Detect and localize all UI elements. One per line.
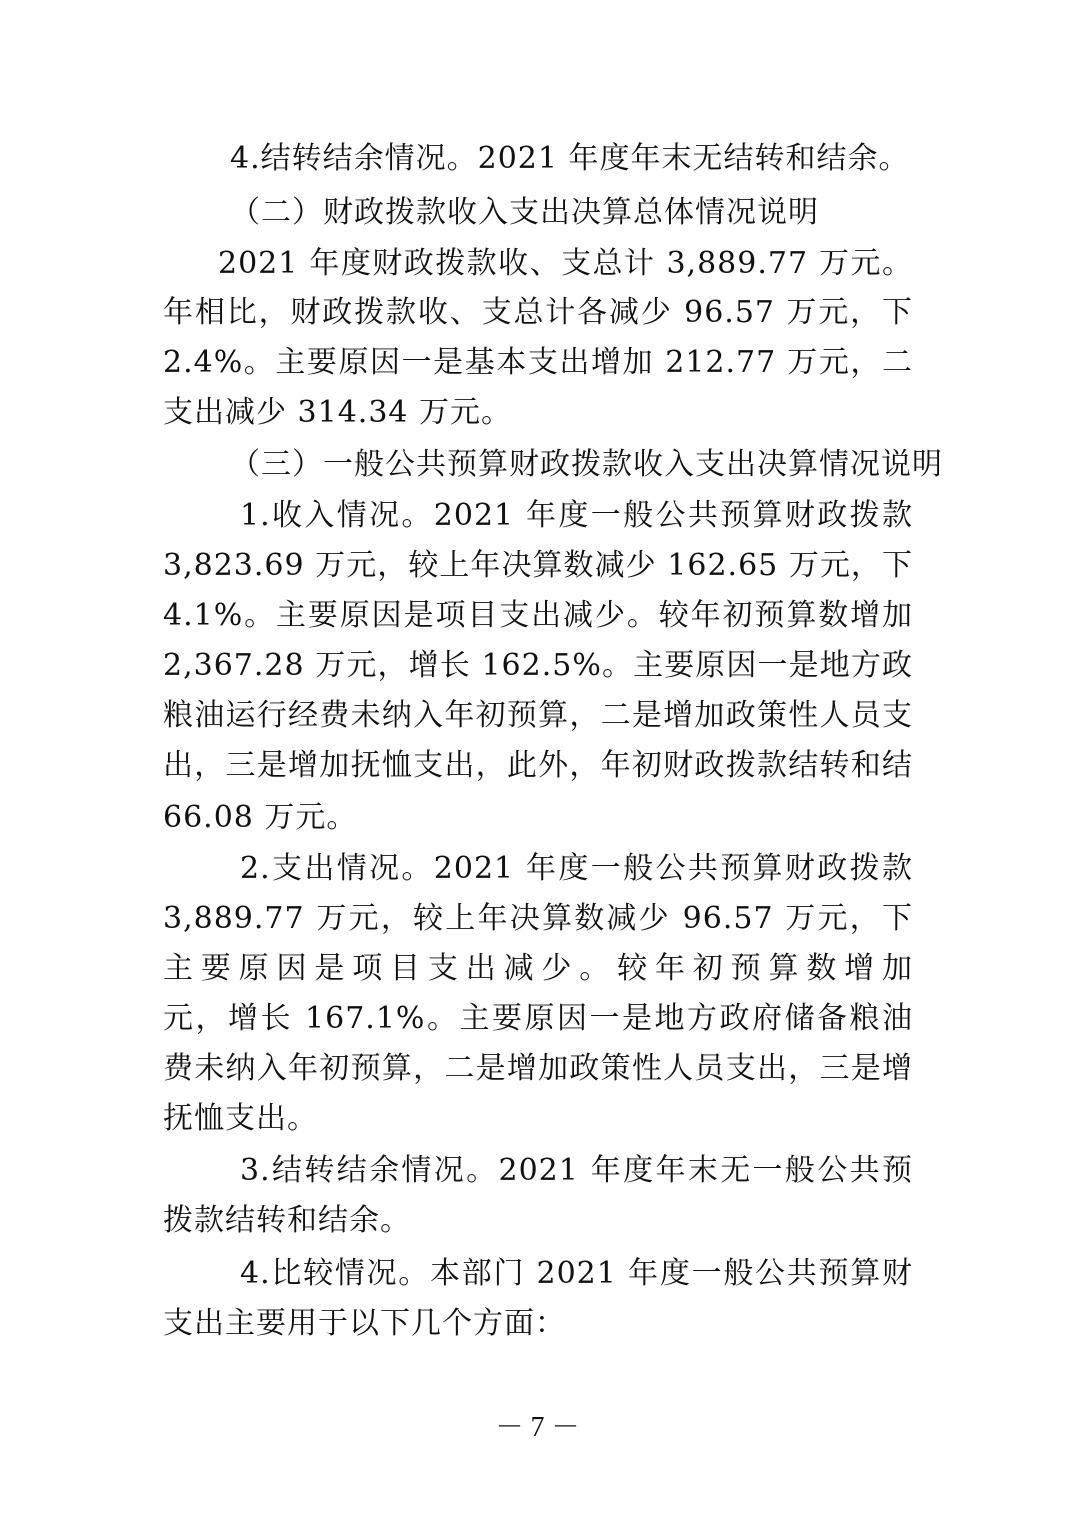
paragraph-line: 3.结转结余情况。2021 年度年末无一般公共预	[240, 1153, 913, 1188]
paragraph-line: 2021 年度财政拨款收、支总计 3,889.77 万元。	[218, 246, 913, 281]
paragraph-line: 拨款结转和结余。	[163, 1203, 411, 1238]
paragraph-line: 3,889.77 万元，较上年决算数减少 96.57 万元，下	[163, 901, 913, 936]
paragraph-line: 出，三是增加抚恤支出，此外，年初财政拨款结转和结	[163, 748, 913, 783]
paragraph-line: 66.08 万元。	[163, 800, 358, 835]
paragraph-line: 支出减少 314.34 万元。	[163, 395, 513, 430]
paragraph-line: 4.结转结余情况。2021 年度年末无结转和结余。	[230, 141, 910, 176]
paragraph-line: 年相比，财政拨款收、支总计各减少 96.57 万元，下	[163, 295, 913, 330]
paragraph-line: 元，增长 167.1%。主要原因一是地方政府储备粮油	[163, 1001, 913, 1036]
paragraph-line: 2.支出情况。2021 年度一般公共预算财政拨款	[240, 851, 913, 886]
section-heading: （二）财政拨款收入支出决算总体情况说明	[230, 195, 819, 230]
paragraph-line: 3,823.69 万元，较上年决算数减少 162.65 万元，下	[163, 548, 913, 583]
paragraph-line: 4.1%。主要原因是项目支出减少。较年初预算数增加	[163, 598, 913, 633]
paragraph-line: 1.收入情况。2021 年度一般公共预算财政拨款	[240, 498, 913, 533]
paragraph-line: 2,367.28 万元，增长 162.5%。主要原因一是地方政	[163, 648, 913, 683]
paragraph-line: 2.4%。主要原因一是基本支出增加 212.77 万元，二	[163, 345, 913, 380]
section-heading: （三）一般公共预算财政拨款收入支出决算情况说明	[230, 447, 943, 482]
page-number: － 7 －	[495, 1412, 580, 1443]
paragraph-line: 支出主要用于以下几个方面：	[163, 1306, 566, 1341]
paragraph-line: 抚恤支出。	[163, 1101, 318, 1136]
paragraph-line: 粮油运行经费未纳入年初预算，二是增加政策性人员支	[163, 698, 913, 733]
paragraph-line: 费未纳入年初预算，二是增加政策性人员支出，三是增	[163, 1051, 913, 1086]
paragraph-line: 主要原因是项目支出减少。较年初预算数增加	[163, 951, 913, 986]
paragraph-line: 4.比较情况。本部门 2021 年度一般公共预算财	[240, 1256, 913, 1291]
